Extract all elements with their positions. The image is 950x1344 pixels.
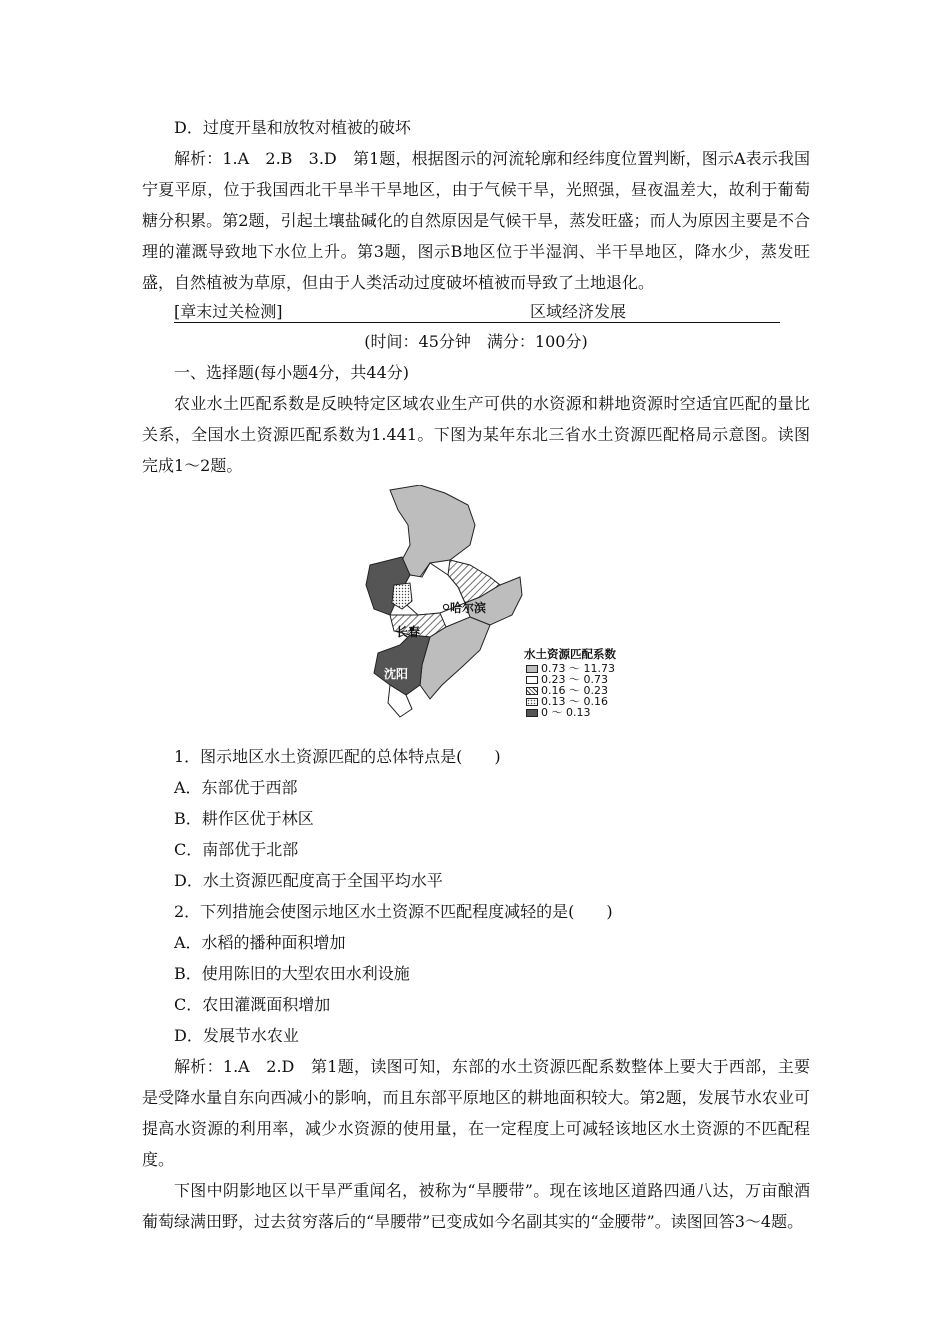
- legend-swatch: [526, 709, 538, 717]
- legend-title: 水土资源匹配系数: [524, 647, 616, 661]
- analysis-2: 解析：1.A 2.D 第1题，读图可知，东部的水土资源匹配系数整体上要大于西部，主要是受降水量自东向西减小的影响，而且东部平原地区的耕地面积较大。第2题，发展节水农业可提高水资源的利用率，减少水资源的使用量，在一定程度上可减轻该地区水土资源的不匹配程度。: [142, 1057, 810, 1169]
- question-2-option: B．使用陈旧的大型农田水利设施: [174, 964, 410, 983]
- label-shenyang: 沈阳: [384, 667, 409, 681]
- question-2-stem: 2．下列措施会使图示地区水土资源不匹配程度减轻的是( ): [174, 902, 613, 921]
- legend-label: 0.16 ～ 0.23: [541, 683, 608, 697]
- document-page: [142, 112, 810, 1237]
- legend-item: [526, 707, 616, 718]
- legend-swatch: [526, 665, 538, 673]
- legend-swatch: [526, 676, 538, 684]
- legend-swatch: [526, 698, 538, 706]
- question-1-stem: 1．图示地区水土资源匹配的总体特点是( ): [174, 747, 501, 766]
- header-underline: [174, 322, 780, 323]
- exam-info: (时间：45分钟 满分：100分): [364, 332, 588, 351]
- question-2-option: A．水稻的播种面积增加: [174, 933, 346, 952]
- top-option: D．过度开垦和放牧对植被的破坏: [174, 118, 411, 137]
- question-1-option: C．南部优于北部: [174, 840, 299, 859]
- label-harbin: 哈尔滨: [450, 601, 487, 615]
- northeast-map-figure: [142, 485, 810, 735]
- question-2-option: C．农田灌溉面积增加: [174, 995, 331, 1014]
- question-2-option: D．发展节水农业: [174, 1026, 299, 1045]
- section-header-right: 区域经济发展: [530, 302, 627, 321]
- question-1-option: D．水土资源匹配度高于全国平均水平: [174, 871, 443, 890]
- section-header: [142, 298, 810, 326]
- section-header-left: [章末过关检测]: [174, 302, 283, 321]
- legend-label: 0.73 ～ 11.73: [541, 661, 615, 675]
- legend-swatch: [526, 687, 538, 695]
- legend-label: 0 ～ 0.13: [541, 705, 591, 719]
- intro-2: 下图中阴影地区以干旱严重闻名，被称为“旱腰带”。现在该地区道路四通八达，万亩酿酒葡萄绿满田野，过去贫穷落后的“旱腰带”已变成如今名副其实的“金腰带”。读图回答3～4题。: [142, 1181, 810, 1231]
- label-changchun: 长春: [396, 625, 421, 639]
- legend-label: 0.13 ～ 0.16: [541, 694, 608, 708]
- intro-1: 农业水土匹配系数是反映特定区域农业生产可供的水资源和耕地资源时空适宜匹配的量比关系，全国水土资源匹配系数为1.441。下图为某年东北三省水土资源匹配格局示意图。读图完成1～2题。: [142, 394, 810, 475]
- part-title: 一、选择题(每小题4分，共44分): [174, 363, 410, 382]
- legend-label: 0.23 ～ 0.73: [541, 672, 608, 686]
- map-legend: [524, 648, 616, 718]
- analysis-1: 解析：1.A 2.B 3.D 第1题，根据图示的河流轮廓和经纬度位置判断，图示A表示我国宁夏平原，位于我国西北干旱半干旱地区，由于气候干旱，光照强，昼夜温差大，故利于葡萄糖分积累。第2题，引起土壤盐碱化的自然原因是气候干旱，蒸发旺盛；而人为原因主要是不合理的灌溉导致地下水位上升。第3题，图示B地区位于半湿润、半干旱地区，降水少，蒸发旺盛，自然植被为草原，但由于人类活动过度破坏植被而导致了土地退化。: [142, 149, 810, 292]
- question-1-option: A．东部优于西部: [174, 778, 298, 797]
- question-1-option: B．耕作区优于林区: [174, 809, 314, 828]
